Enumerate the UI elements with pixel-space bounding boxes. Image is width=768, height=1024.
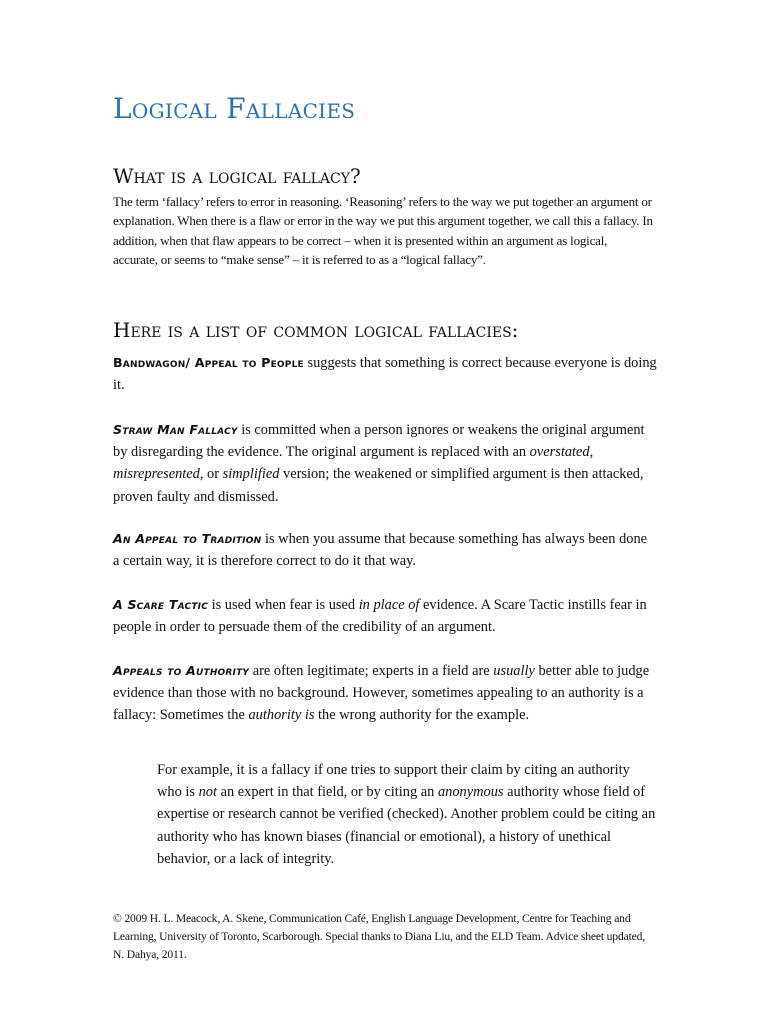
fallacy-term: Bandwagon/ Appeal to People <box>113 355 304 370</box>
fallacy-description: evidence. A Scare Tactic instills fear in people in order to persuade them of the credibility of an argument. <box>113 597 647 636</box>
emphasis-text: anonymous <box>437 784 504 801</box>
fallacy-term: Appeals to Authority <box>113 663 250 678</box>
fallacy-scare-tactic <box>113 594 657 638</box>
authority-example-paragraph <box>157 759 657 870</box>
fallacy-description: is committed when a person ignores or weakens the original argument by disregarding the evidence. The original argument is replaced with an <box>113 422 645 461</box>
emphasis-text: simplified <box>222 466 280 483</box>
fallacy-term: An Appeal to Tradition <box>113 531 262 546</box>
fallacy-description: , or <box>199 466 223 483</box>
fallacy-tradition <box>113 528 657 572</box>
fallacy-description: better able to judge evidence than those with no background. However, sometimes appealing to an authority is a fallacy: Sometimes the <box>113 663 650 724</box>
fallacy-description: the wrong authority for the example. <box>314 707 530 724</box>
emphasis-text: usually <box>493 663 535 679</box>
fallacy-straw-man <box>113 419 657 508</box>
emphasis-text: in place of <box>358 597 420 613</box>
fallacy-description: is when you assume that because something has always been done a certain way, it is therefore correct to do it that way. <box>113 531 648 570</box>
fallacy-description: are often legitimate; experts in a field are <box>249 663 494 679</box>
fallacy-description: is used when fear is used <box>208 597 359 613</box>
emphasis-text: authority is <box>248 707 315 724</box>
fallacy-description: version; the weakened or simplified argument is then attacked, proven faulty and dismissed. <box>113 466 644 505</box>
document-title: Logical Fallacies <box>113 92 356 125</box>
fallacy-bandwagon <box>113 352 657 396</box>
emphasis-text: overstated, misrepresented <box>113 444 594 483</box>
emphasis-text: not <box>198 784 217 801</box>
section-heading-what-is: What is a logical fallacy? <box>113 164 361 188</box>
example-text: authority whose field of expertise or research cannot be verified (checked). Another problem could be citing an authority who has known biases (financial or emotional), a history of unethical behavior, or a lack of integrity. <box>157 784 656 867</box>
fallacy-authority <box>113 660 657 727</box>
intro-paragraph: The term ‘fallacy’ refers to error in reasoning. ‘Reasoning’ refers to the way we put together an argument or explanation. When there is a flaw or error in the way we put this argument together, we call this a fallacy. In addition, when that flaw appears to be correct – when it is presented within an argument as logical, accurate, or seems to “make sense” – it is referred to as a “logical fallacy”. <box>113 194 653 268</box>
fallacy-term: A Scare Tactic <box>113 597 209 612</box>
section-heading-list: Here is a list of common logical fallacies: <box>113 318 519 342</box>
example-text: an expert in that field, or by citing an <box>216 784 438 801</box>
example-text: For example, it is a fallacy if one tries to support their claim by citing an authority who is <box>157 762 630 801</box>
fallacy-term: Straw Man Fallacy <box>113 422 238 437</box>
fallacy-description: suggests that something is correct because everyone is doing it. <box>113 355 657 394</box>
copyright-footer: © 2009 H. L. Meacock, A. Skene, Communication Café, English Language Development, Centre for Teaching and Learning, University of Toronto, Scarborough. Special thanks to Diana Liu, and the ELD Team. Advice sheet updated, N. Dahya, 2011. <box>113 912 646 962</box>
